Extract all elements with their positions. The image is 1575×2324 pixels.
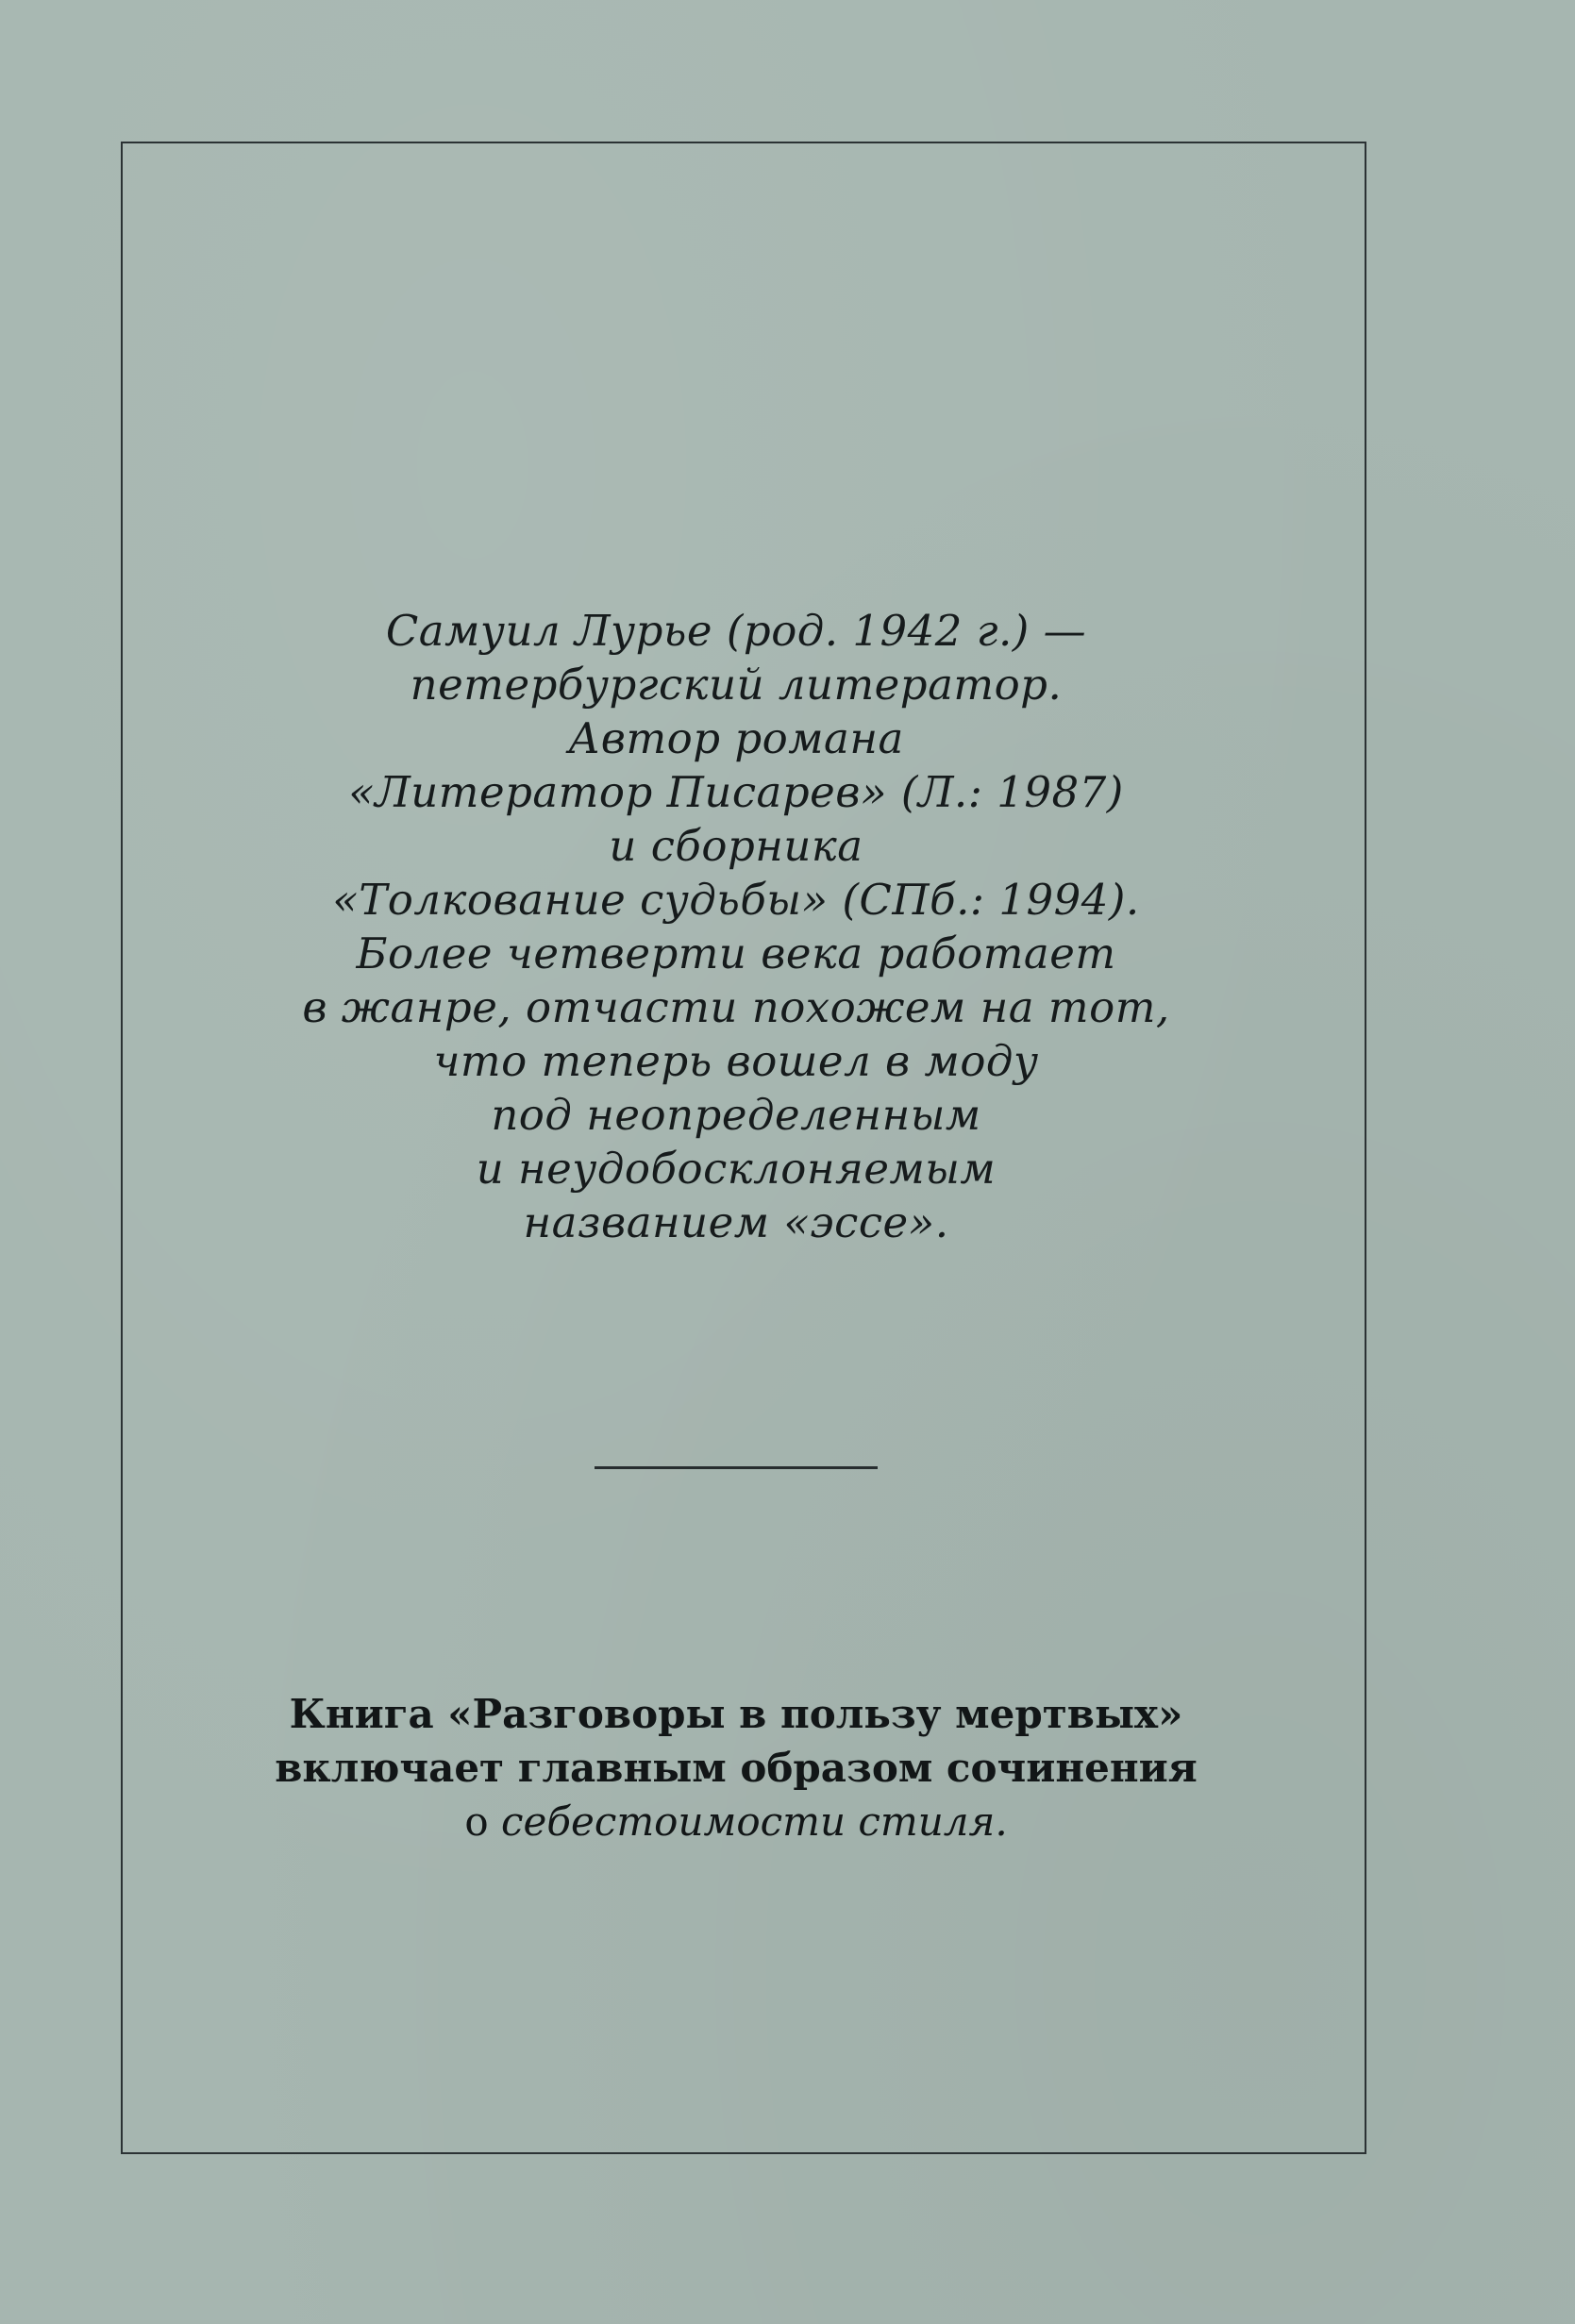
author-bio bbox=[236, 604, 1236, 1249]
bio-line-2: петербургский литератор. bbox=[410, 660, 1063, 710]
blurb-line-1: Книга «Разговоры в пользу мертвых» bbox=[289, 1691, 1183, 1737]
bio-line-6: «Толкование судьбы» (СПб.: 1994). bbox=[332, 875, 1140, 925]
bio-line-1: Самуил Лурье (род. 1942 г.) — bbox=[385, 606, 1087, 656]
blurb-line-3-prefix: о bbox=[464, 1798, 489, 1845]
bio-line-10: под неопределенным bbox=[491, 1090, 981, 1140]
bio-line-8: в жанре, отчасти похожем на тот, bbox=[302, 982, 1170, 1032]
bio-line-3: Автор романа bbox=[568, 713, 904, 763]
bio-line-7: Более четверти века работает bbox=[356, 928, 1116, 978]
bio-line-12: названием «эссе». bbox=[523, 1197, 949, 1247]
bio-line-4: «Литератор Писарев» (Л.: 1987) bbox=[348, 767, 1124, 817]
bio-line-5: и сборника bbox=[609, 821, 863, 871]
bio-line-9: что теперь вошел в моду bbox=[433, 1036, 1039, 1086]
book-blurb bbox=[226, 1687, 1246, 1848]
blurb-line-2: включает главным образом сочинения bbox=[275, 1745, 1198, 1791]
blurb-line-3-italic: себестоимости стиля. bbox=[500, 1798, 1008, 1845]
blurb-line-3 bbox=[226, 1795, 1246, 1848]
bio-line-11: и неудобосклоняемым bbox=[476, 1144, 997, 1194]
section-divider bbox=[595, 1466, 878, 1469]
